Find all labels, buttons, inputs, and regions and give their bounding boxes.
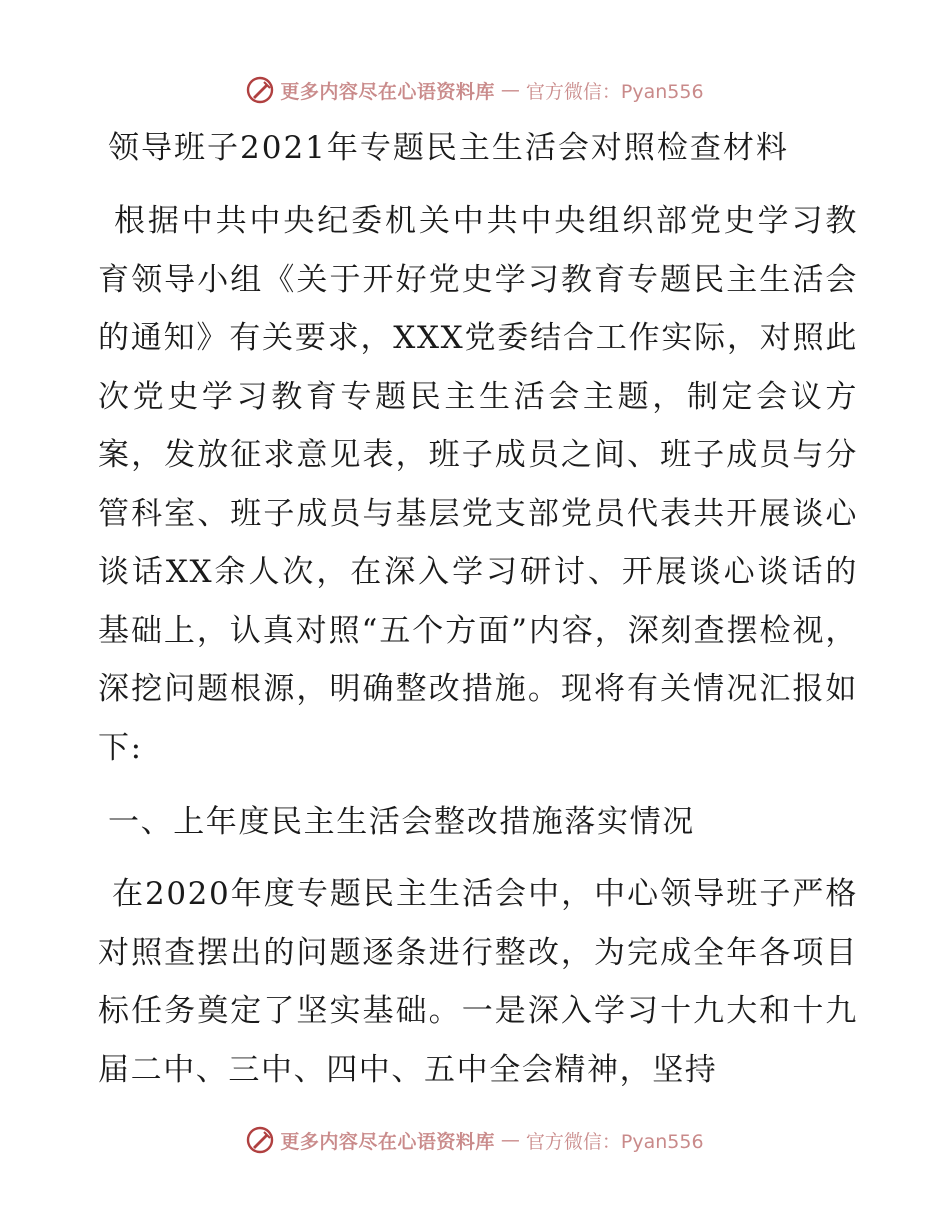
quill-pen-icon xyxy=(246,1126,274,1154)
paragraph-intro: 根据中共中央纪委机关中共中央组织部党史学习教育领导小组《关于开好党史学习教育专题民主生活会的通知》有关要求，XXX党委结合工作实际，对照此次党史学习教育专题民主生活会主题，制定会议方案，发放征求意见表，班子成员之间、班子成员与分管科室、班子成员与基层党支部党员代表共开展谈心谈话XX余人次，在深入学习研讨、开展谈心谈话的基础上，认真对照“五个方面”内容，深刻查摆检视，深挖问题根源，明确整改措施。现将有关情况汇报如下: xyxy=(98,203,858,766)
watermark-wechat: 官方微信：Pyan556 xyxy=(525,1130,704,1153)
quill-pen-icon xyxy=(246,76,274,104)
paragraph-section-1: 在2020年度专题民主生活会中，中心领导班子严格对照查摆出的问题逐条进行整改，为完成全年各项目标任务奠定了坚实基础。一是深入学习十九大和十九届二中、三中、四中、五中全会精神，坚持 xyxy=(98,876,858,1088)
watermark-text: 更多内容尽在心语资料库 xyxy=(280,80,495,103)
watermark-header xyxy=(0,70,950,110)
section-heading: 一、上年度民主生活会整改措施落实情况 xyxy=(108,804,695,840)
watermark-dash: — xyxy=(500,1129,520,1151)
watermark-dash: — xyxy=(500,79,520,101)
watermark-footer xyxy=(0,1120,950,1160)
watermark-text: 更多内容尽在心语资料库 xyxy=(280,1130,495,1153)
watermark-wechat: 官方微信：Pyan556 xyxy=(525,80,704,103)
document-body xyxy=(98,118,858,1099)
document-title: 领导班子2021年专题民主生活会对照检查材料 xyxy=(108,130,789,166)
